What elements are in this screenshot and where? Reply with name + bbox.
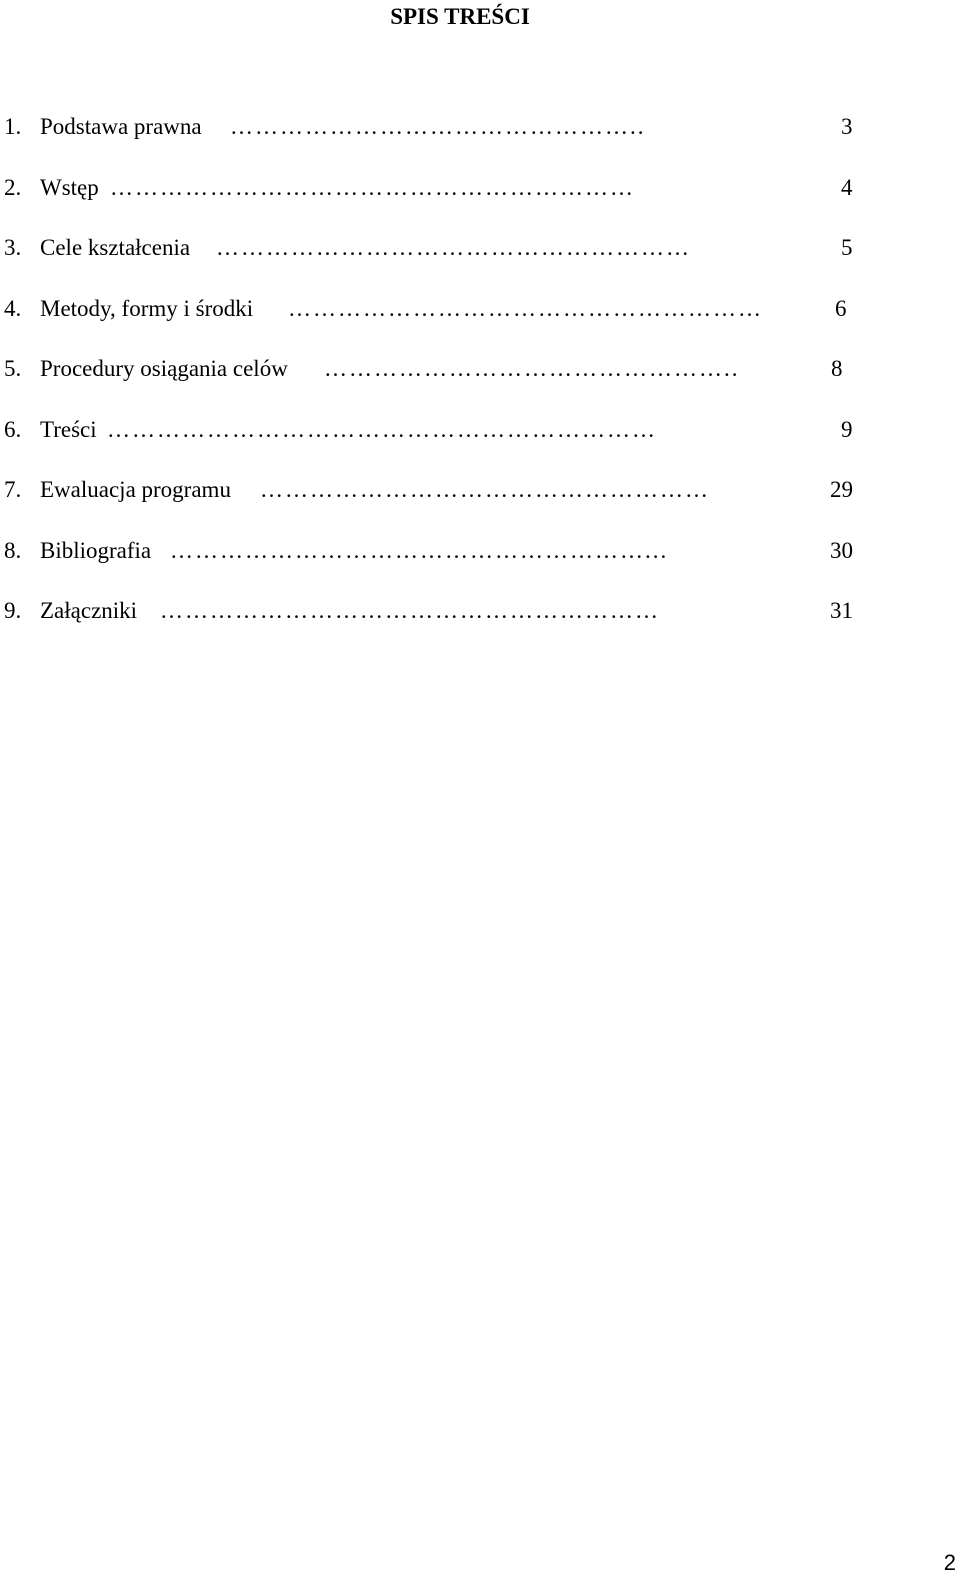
- toc-entry: [4, 415, 854, 445]
- toc-entry: [4, 354, 854, 384]
- toc-entry-number: 8.: [4, 538, 22, 563]
- toc-entry-page: 8: [831, 356, 843, 381]
- toc-entry-leader: ………………………………………………………: [110, 175, 635, 200]
- toc-entry-number: 9.: [4, 598, 22, 623]
- toc-entry-page: 31: [830, 598, 853, 623]
- toc-entry-page: 4: [841, 175, 853, 200]
- toc-entry-page: 3: [841, 114, 853, 139]
- page-number: 2: [943, 1550, 956, 1575]
- toc-entry: [4, 112, 854, 142]
- toc-entry-leader: ……………………………………………………: [160, 598, 660, 623]
- toc-entry-title: Podstawa prawna: [40, 114, 202, 139]
- toc-entry-title: Załączniki: [40, 598, 138, 623]
- toc-entry-leader: …………………………………………………...: [170, 538, 669, 563]
- toc-entry-leader: …………………………………………………: [216, 235, 691, 260]
- toc-entry: [4, 233, 854, 263]
- toc-entry-page: 29: [830, 477, 853, 502]
- toc-entry-leader: …………………………………………..: [324, 356, 740, 381]
- toc-entry-page: 5: [841, 235, 853, 260]
- toc-entry: [4, 173, 854, 203]
- toc-entry-page: 30: [830, 538, 853, 563]
- toc-entry-number: 3.: [4, 235, 22, 260]
- toc-entry-leader: …………………………………………..: [230, 114, 646, 139]
- toc-entry-title: Treści: [40, 417, 97, 442]
- toc-entry-title: Ewaluacja programu: [40, 477, 231, 502]
- toc-entry-number: 4.: [4, 296, 22, 321]
- toc-entry: [4, 596, 864, 626]
- toc-entry-number: 2.: [4, 175, 22, 200]
- toc-entry: [4, 294, 854, 324]
- toc-entry-number: 7.: [4, 477, 22, 502]
- page-title: SPIS TREŚCI: [390, 4, 530, 29]
- toc-entry-page: 9: [841, 417, 853, 442]
- toc-entry-page: 6: [835, 296, 847, 321]
- toc-entry-title: Metody, formy i środki: [40, 296, 254, 321]
- toc-entry-title: Wstęp: [40, 175, 99, 200]
- toc-entry-title: Procedury osiągania celów: [40, 356, 288, 381]
- toc-entry-leader: …………………………………………………: [288, 296, 763, 321]
- toc-entry-title: Cele kształcenia: [40, 235, 191, 260]
- toc-entry: [4, 536, 864, 566]
- toc-entry: [4, 475, 864, 505]
- toc-entry-number: 5.: [4, 356, 22, 381]
- toc-entry-title: Bibliografia: [40, 538, 152, 563]
- toc-entry-number: 6.: [4, 417, 22, 442]
- toc-entry-leader: …………………………………………………………: [107, 417, 657, 442]
- toc-entry-number: 1.: [4, 114, 22, 139]
- toc-entry-leader: ………………………………………………: [260, 477, 710, 502]
